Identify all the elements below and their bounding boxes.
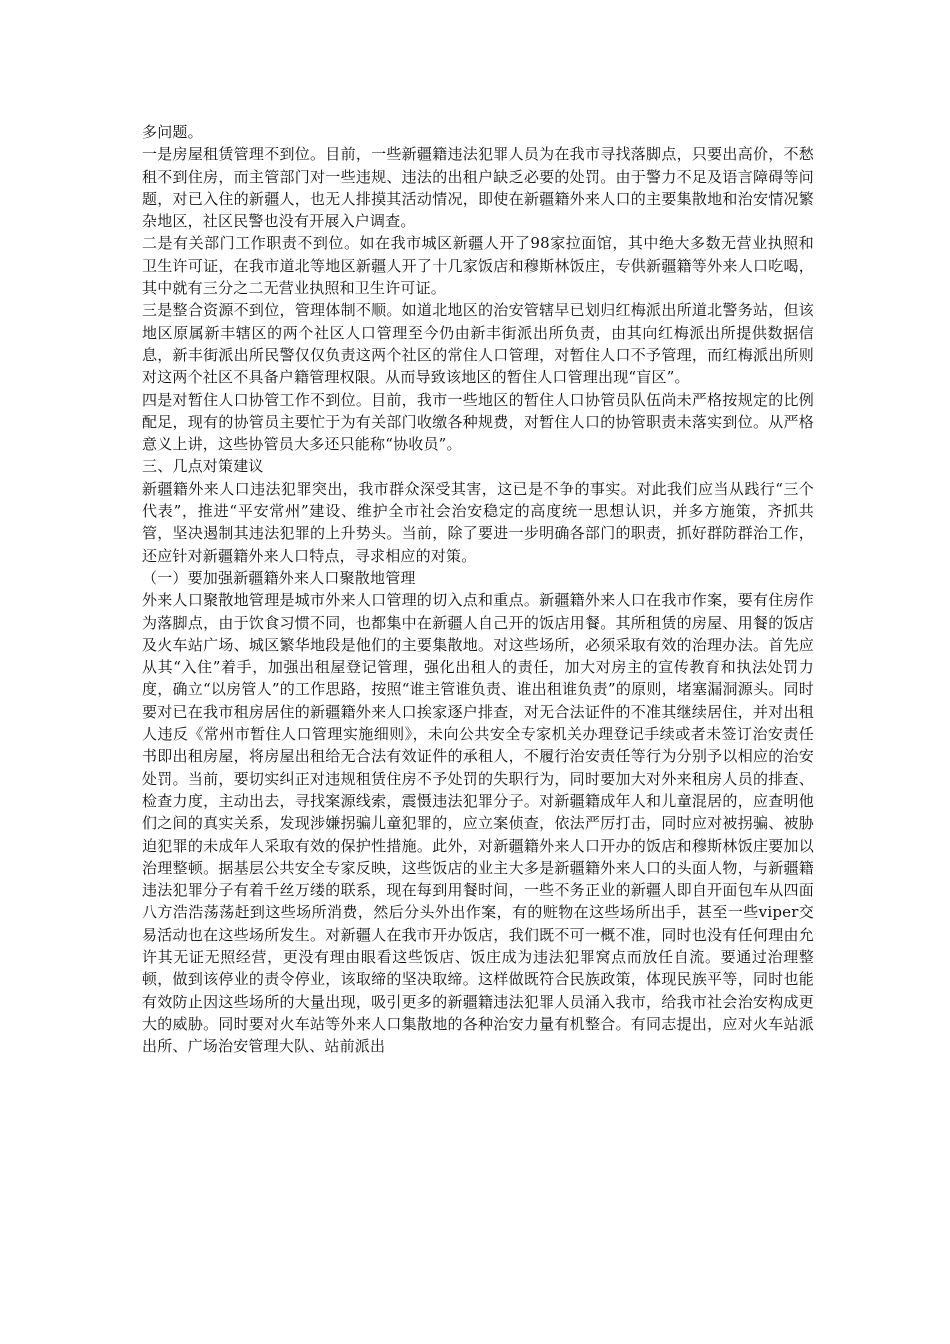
paragraph-countermeasures-intro: 新疆籍外来人口违法犯罪突出，我市群众深受其害，这已是不争的事实。对此我们应当从践行“三个代表”，推进“平安常州”建设、维护全市社会治安稳定的高度统一思想认识，并多方施策，齐抓共管，坚决遏制其违法犯罪的上升势头。当前，除了要进一步明确各部门的职责，抓好群防群治工作，还应针对新疆籍外来人口特点，寻求相应的对策。 (142, 479, 814, 565)
section-heading: 三、几点对策建议 (142, 457, 264, 476)
subsection-heading: （一）要加强新疆籍外来人口聚散地管理 (142, 568, 416, 587)
document-body (142, 121, 814, 1057)
paragraph-resource-integration: 三是整合资源不到位，管理体制不顺。如道北地区的治安管辖早已划归红梅派出所道北警务站，但该地区原属新丰辖区的两个社区人口管理至今仍由新丰街派出所负责，由其向红梅派出所提供数据信息，新丰街派出所民警仅仅负责这两个社区的常住人口管理，对暂住人口不予管理，而红梅派出所则对这两个社区不具备户籍管理权限。从而导致该地区的暂住人口管理出现“盲区”。 (142, 301, 814, 387)
paragraph-continuation: 多问题。 (142, 123, 203, 141)
paragraph-temporary-residents: 四是对暂住人口协管工作不到位。目前，我市一些地区的暂住人口协管员队伍尚未严格按规定的比例配足，现有的协管员主要忙于为有关部门收缴各种规费，对暂住人口的协管职责未落实到位。从严格意义上讲，这些协管员大多还只能称“协收员”。 (142, 390, 814, 454)
paragraph-gathering-place-management: 外来人口聚散地管理是城市外来人口管理的切入点和重点。新疆籍外来人口在我市作案，要有住房作为落脚点，由于饮食习惯不同，也都集中在新疆人自己开的饭店用餐。其所租赁的房屋、用餐的饭店及火车站广场、城区繁华地段是他们的主要集散地。对这些场所，必须采取有效的治理办法。首先应从其“入住”着手，加强出租屋登记管理，强化出租人的责任，加大对房主的宣传教育和执法处罚力度，确立“以房管人”的工作思路，按照“谁主管谁负责、谁出租谁负责”的原则，堵塞漏洞源头。同时要对已在我市租房居住的新疆籍外来人口挨家逐户排查，对无合法证件的不准其继续居住，并对出租人违反《常州市暂住人口管理实施细则》，未向公共安全专家机关办理登记手续或者未签订治安责任书即出租房屋，将房屋出租给无合法有效证件的承租人，不履行治安责任等行为分别予以相应的治安处罚。当前，要切实纠正对违规租赁住房不予处罚的失职行为，同时要加大对外来租房人员的排查、检查力度，主动出去，寻找案源线索，震慑违法犯罪分子。对新疆籍成年人和儿童混居的，应查明他们之间的真实关系，发现涉嫌拐骗儿童犯罪的，应立案侦查，依法严厉打击，同时应对被拐骗、被胁迫犯罪的未成年人采取有效的保护性措施。此外，对新疆籍外来人口开办的饭店和穆斯林饭庄要加以治理整顿。据基层公共安全专家反映，这些饭店的业主大多是新疆籍外来人口的头面人物，与新疆籍违法犯罪分子有着千丝万缕的联系，现在每到用餐时间，一些不务正业的新疆人即自开面包车从四面八方浩浩荡荡赶到这些场所消费，然后分头外出作案，有的赃物在这些场所出手，甚至一些viper交易活动也在这些场所发生。对新疆人在我市开办饭店，我们既不可一概不准，同时也没有任何理由允许其无证无照经营，更没有理由眼看这些饭店、饭庄成为违法犯罪窝点而放任自流。要通过治理整顿，做到该停业的责令停业，该取缔的坚决取缔。这样做既符合民族政策，体现民族平等，同时也能有效防止因这些场所的大量出现，吸引更多的新疆籍违法犯罪人员涌入我市，给我市社会治安构成更大的威胁。同时要对火车站等外来人口集散地的各种治安力量有机整合。有同志提出，应对火车站派出所、广场治安管理大队、站前派出 (142, 591, 814, 1056)
paragraph-housing-rental: 一是房屋租赁管理不到位。目前，一些新疆籍违法犯罪人员为在我市寻找落脚点，只要出高价，不愁租不到住房，而主管部门对一些违规、违法的出租户缺乏必要的处罚。由于警力不足及语言障碍等问题，对已入住的新疆人，也无人排摸其活动情况，即使在新疆籍外来人口的主要集散地和治安情况繁杂地区，社区民警也没有开展入户调查。 (142, 145, 814, 231)
paragraph-department-duties: 二是有关部门工作职责不到位。如在我市城区新疆人开了98家拉面馆，其中绝大多数无营业执照和卫生许可证，在我市道北等地区新疆人开了十几家饭店和穆斯林饭庄，专供新疆籍等外来人口吃喝，其中就有三分之二无营业执照和卫生许可证。 (142, 234, 814, 298)
